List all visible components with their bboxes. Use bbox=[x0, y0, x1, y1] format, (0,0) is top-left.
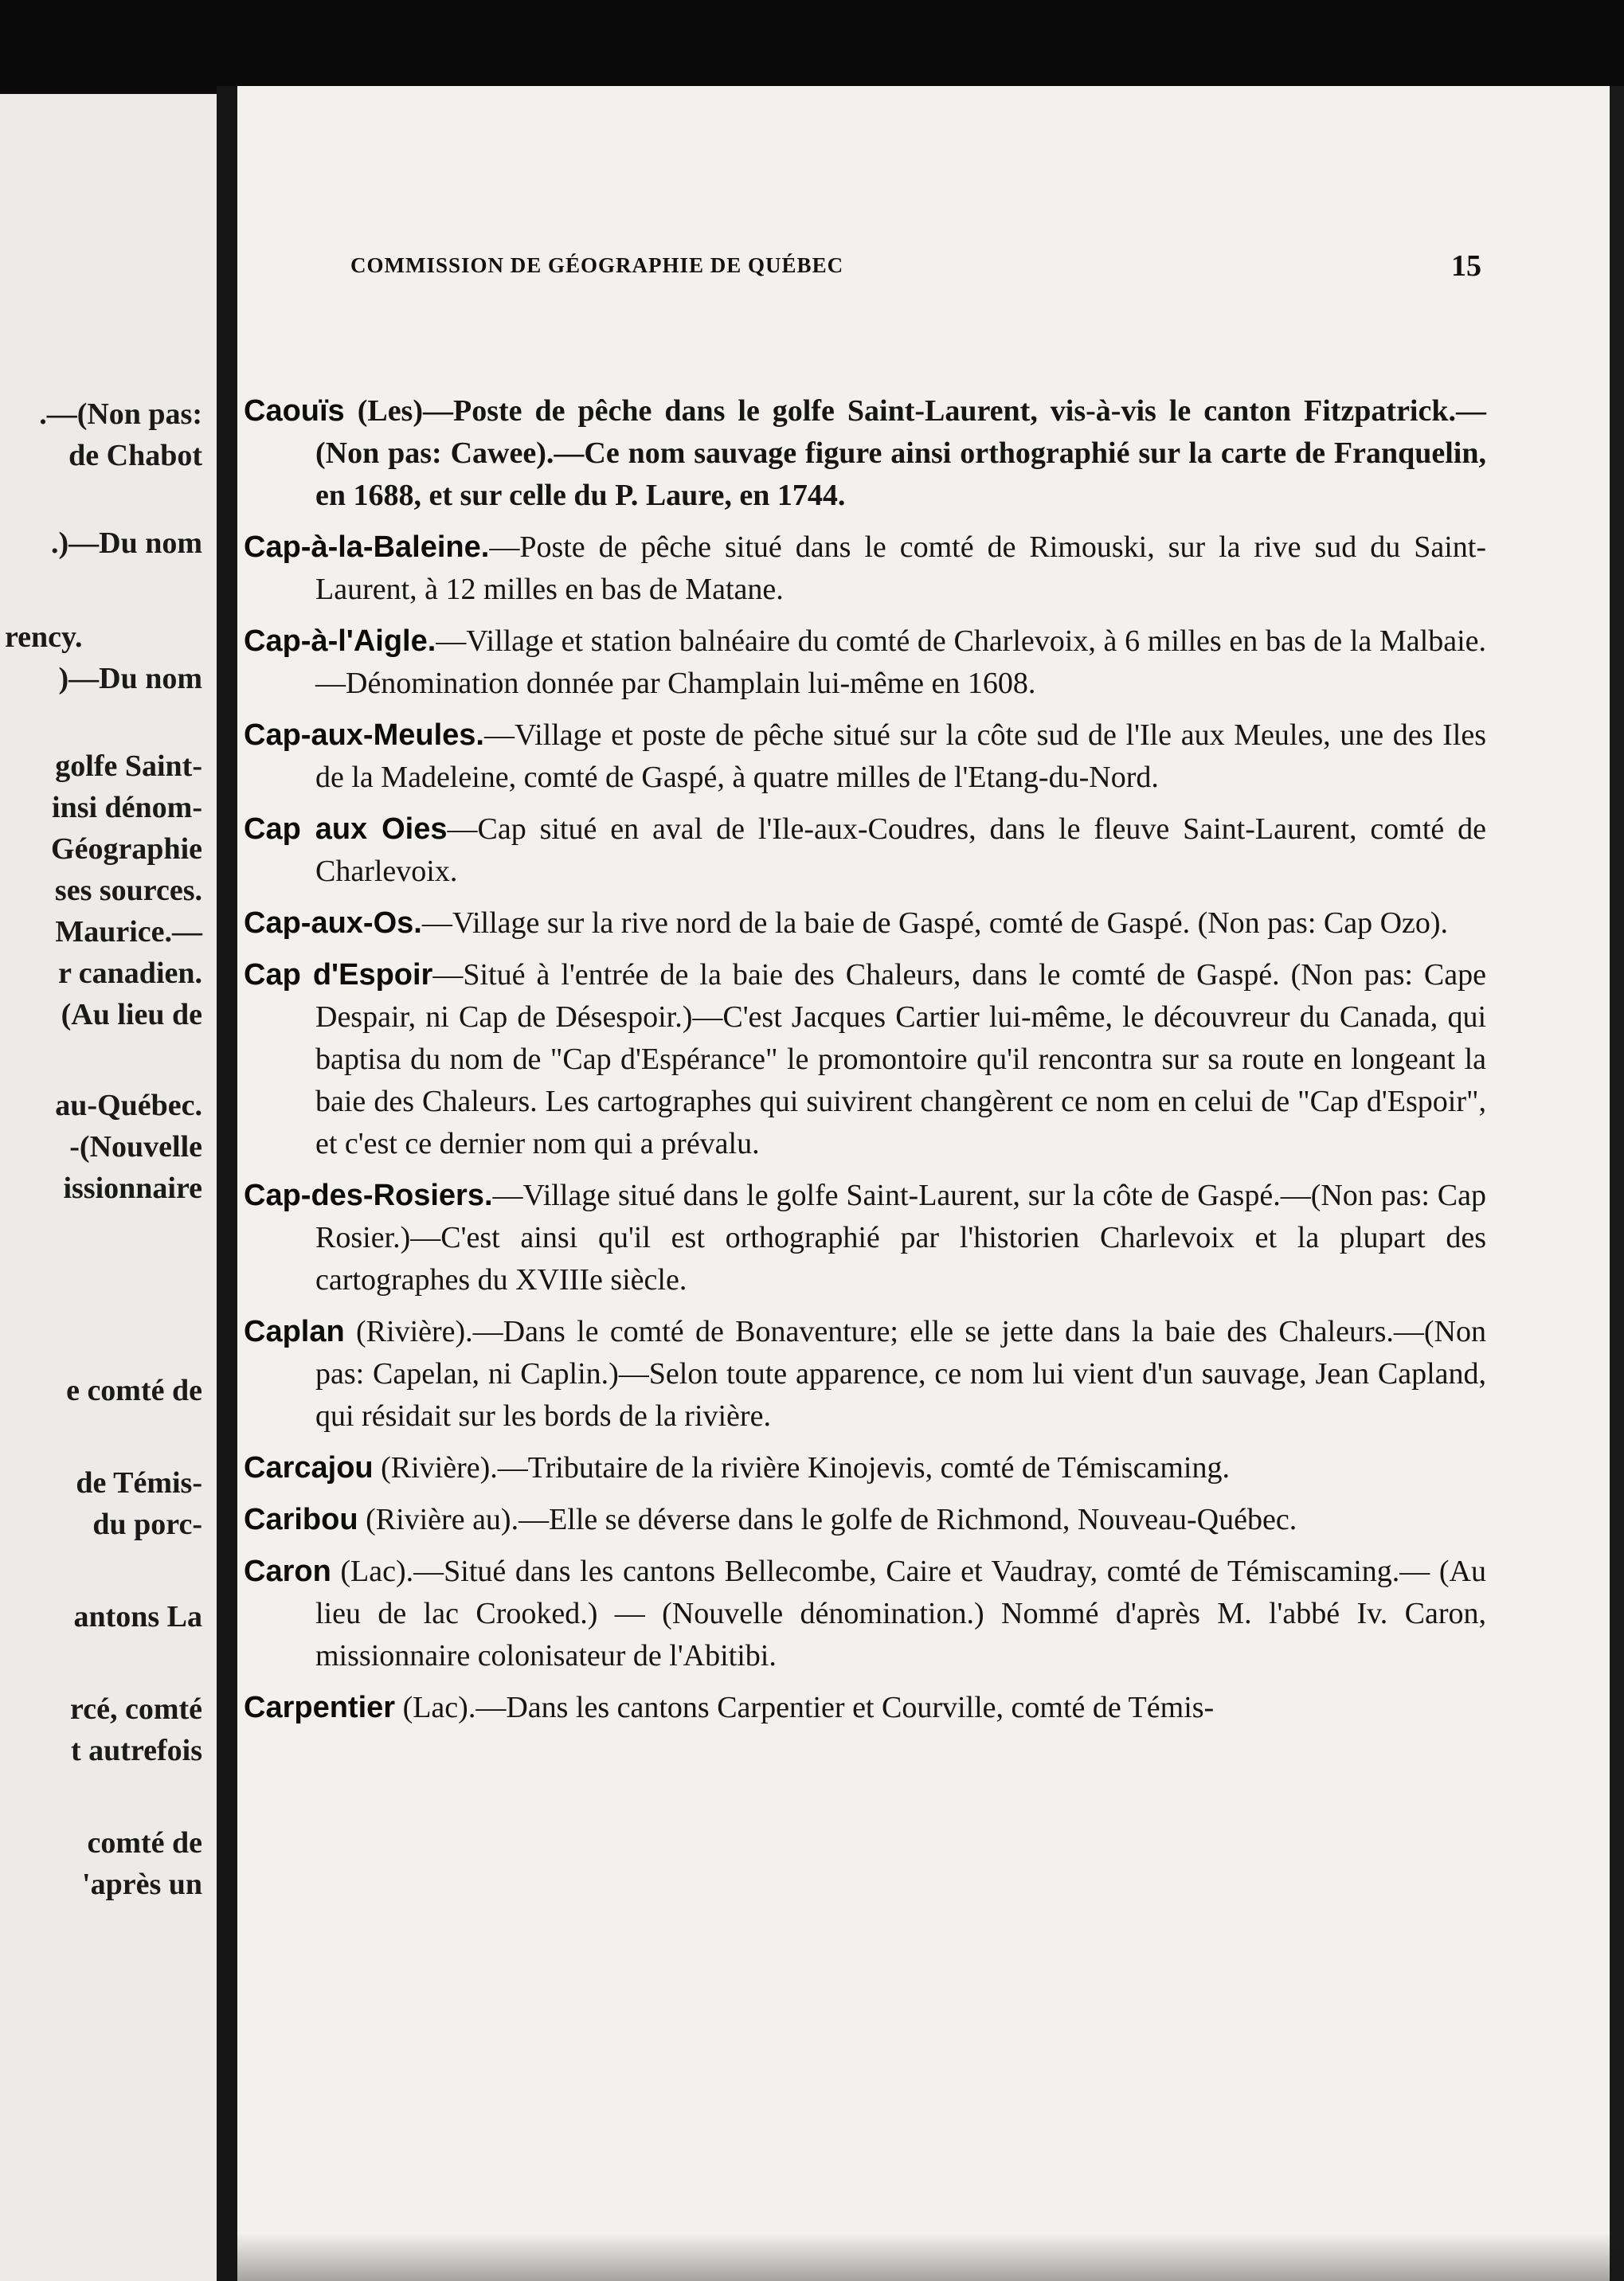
left-page-line: r canadien. bbox=[58, 957, 202, 990]
entry bbox=[244, 954, 1486, 1165]
left-page-line: antons La bbox=[73, 1600, 202, 1633]
left-page-line: insi dénom- bbox=[52, 791, 202, 824]
entry bbox=[244, 1447, 1486, 1489]
entry-text: (Rivière).—Tributaire de la rivière Kinojevis, comté de Témiscaming. bbox=[373, 1451, 1230, 1485]
entry bbox=[244, 526, 1486, 611]
entry bbox=[244, 714, 1486, 799]
entry-text: —Poste de pêche situé dans le comté de Rimouski, sur la rive sud du Saint-Laurent, à 12 milles en bas de Matane. bbox=[315, 530, 1486, 606]
entry-text: (Lac).—Situé dans les cantons Bellecombe, Caire et Vaudray, comté de Témiscaming.— (Au lieu de lac Crooked.) — (Nouvelle dénomination.) Nommé d'après M. l'abbé Iv. Caron, missionnaire colonisateur de l'Abitibi. bbox=[315, 1555, 1486, 1673]
entry-term: Carcajou bbox=[244, 1451, 374, 1485]
running-header bbox=[350, 249, 1481, 293]
entry-term: Cap aux Oies bbox=[244, 812, 448, 846]
left-page-line: (Au lieu de bbox=[61, 998, 202, 1031]
entry-text: —Village et station balnéaire du comté de Charlevoix, à 6 milles en bas de la Malbaie.—Dénomination donnée par Champlain lui-même en 1608. bbox=[315, 624, 1486, 700]
entry bbox=[244, 1175, 1486, 1301]
page-number: 15 bbox=[1451, 249, 1481, 283]
left-page-line: du porc- bbox=[92, 1508, 202, 1541]
left-page-line: )—Du nom bbox=[58, 662, 202, 695]
entry bbox=[244, 1551, 1486, 1677]
entry bbox=[244, 1311, 1486, 1438]
left-page-line: .—(Non pas: bbox=[39, 397, 202, 431]
entry bbox=[244, 1687, 1486, 1729]
entry-text: (Rivière au).—Elle se déverse dans le golfe de Richmond, Nouveau-Québec. bbox=[358, 1503, 1297, 1536]
entry bbox=[244, 902, 1486, 945]
entry-text: (Les)—Poste de pêche dans le golfe Saint-Laurent, vis-à-vis le canton Fitzpatrick.—(Non pas: Cawee).—Ce nom sauvage figure ainsi orthographié sur la carte de Franquelin, en 1688, et sur celle du P. Laure, en 1744. bbox=[315, 394, 1486, 512]
left-page-line: comté de bbox=[87, 1826, 202, 1860]
entry-term: Cap-à-la-Baleine. bbox=[244, 530, 490, 564]
left-page-line: issionnaire bbox=[63, 1172, 202, 1205]
book-gutter bbox=[217, 86, 237, 2281]
left-page-line: -(Nouvelle bbox=[69, 1130, 202, 1164]
entry-term: Caplan bbox=[244, 1315, 345, 1348]
bottom-shadow bbox=[237, 2233, 1624, 2281]
left-page-line: rency. bbox=[5, 620, 83, 654]
left-page-line: golfe Saint- bbox=[55, 749, 202, 783]
entry bbox=[244, 1499, 1486, 1541]
running-header-title: COMMISSION DE GÉOGRAPHIE DE QUÉBEC bbox=[350, 253, 844, 277]
gazetteer-entries bbox=[244, 390, 1486, 1739]
left-page-line: Géographie bbox=[51, 832, 202, 866]
entry-text: —Village situé dans le golfe Saint-Laurent, sur la côte de Gaspé.—(Non pas: Cap Rosier.)—C'est ainsi qu'il est orthographié par l'historien Charlevoix et la plupart des cartographes du XVIIIe siècle. bbox=[315, 1179, 1486, 1297]
left-page-line: rcé, comté bbox=[70, 1692, 202, 1726]
entry-term: Caribou bbox=[244, 1503, 358, 1536]
entry bbox=[244, 808, 1486, 893]
page-edge-shadow bbox=[1610, 86, 1624, 2281]
entry-text: —Situé à l'entrée de la baie des Chaleurs, dans le comté de Gaspé. (Non pas: Cape Despair, ni Cap de Désespoir.)—C'est Jacques Cartier lui-même, le découvreur du Canada, qui baptisa du nom de "Cap d'Espérance" le promontoire qu'il rencontra sur sa route en longeant la baie des Chaleurs. Les cartographes qui suivirent changèrent ce nom en celui de "Cap d'Espoir", et c'est ce dernier nom qui a prévalu. bbox=[315, 958, 1486, 1160]
entry-term: Cap d'Espoir bbox=[244, 958, 433, 992]
entry-term: Caron bbox=[244, 1555, 331, 1588]
left-page-line: e comté de bbox=[66, 1374, 202, 1407]
entry-term: Cap-à-l'Aigle. bbox=[244, 624, 436, 658]
left-page-line: ses sources. bbox=[54, 874, 202, 907]
left-page-line: de Chabot bbox=[68, 439, 202, 472]
entry-text: —Village sur la rive nord de la baie de Gaspé, comté de Gaspé. (Non pas: Cap Ozo). bbox=[421, 906, 1449, 940]
left-page-line: Maurice.— bbox=[55, 915, 202, 949]
left-page-line: .)—Du nom bbox=[50, 526, 202, 560]
left-page-line: 'après un bbox=[82, 1868, 202, 1901]
entry-term: Carpentier bbox=[244, 1691, 396, 1724]
entry bbox=[244, 390, 1486, 517]
left-page-line: au-Québec. bbox=[55, 1089, 202, 1122]
facing-page-left bbox=[0, 94, 217, 2281]
entry-text: —Village et poste de pêche situé sur la côte sud de l'Ile aux Meules, une des Iles de la Madeleine, comté de Gaspé, à quatre milles de l'Etang-du-Nord. bbox=[315, 718, 1486, 794]
entry bbox=[244, 620, 1486, 705]
entry-term: Cap-aux-Os. bbox=[244, 906, 422, 940]
entry-term: Caouïs bbox=[244, 394, 345, 428]
entry-term: Cap-aux-Meules. bbox=[244, 718, 484, 752]
left-page-line: t autrefois bbox=[71, 1734, 202, 1767]
entry-text: (Lac).—Dans les cantons Carpentier et Courville, comté de Témis- bbox=[395, 1691, 1215, 1724]
entry-text: —Cap situé en aval de l'Ile-aux-Coudres, dans le fleuve Saint-Laurent, comté de Charlevoix. bbox=[315, 812, 1486, 888]
entry-term: Cap-des-Rosiers. bbox=[244, 1179, 493, 1212]
entry-text: (Rivière).—Dans le comté de Bonaventure; elle se jette dans la baie des Chaleurs.—(Non pas: Capelan, ni Caplin.)—Selon toute apparence, ce nom lui vient d'un sauvage, Jean Capland, qui résidait sur les bords de la rivière. bbox=[315, 1315, 1486, 1433]
left-page-line: de Témis- bbox=[76, 1466, 202, 1500]
